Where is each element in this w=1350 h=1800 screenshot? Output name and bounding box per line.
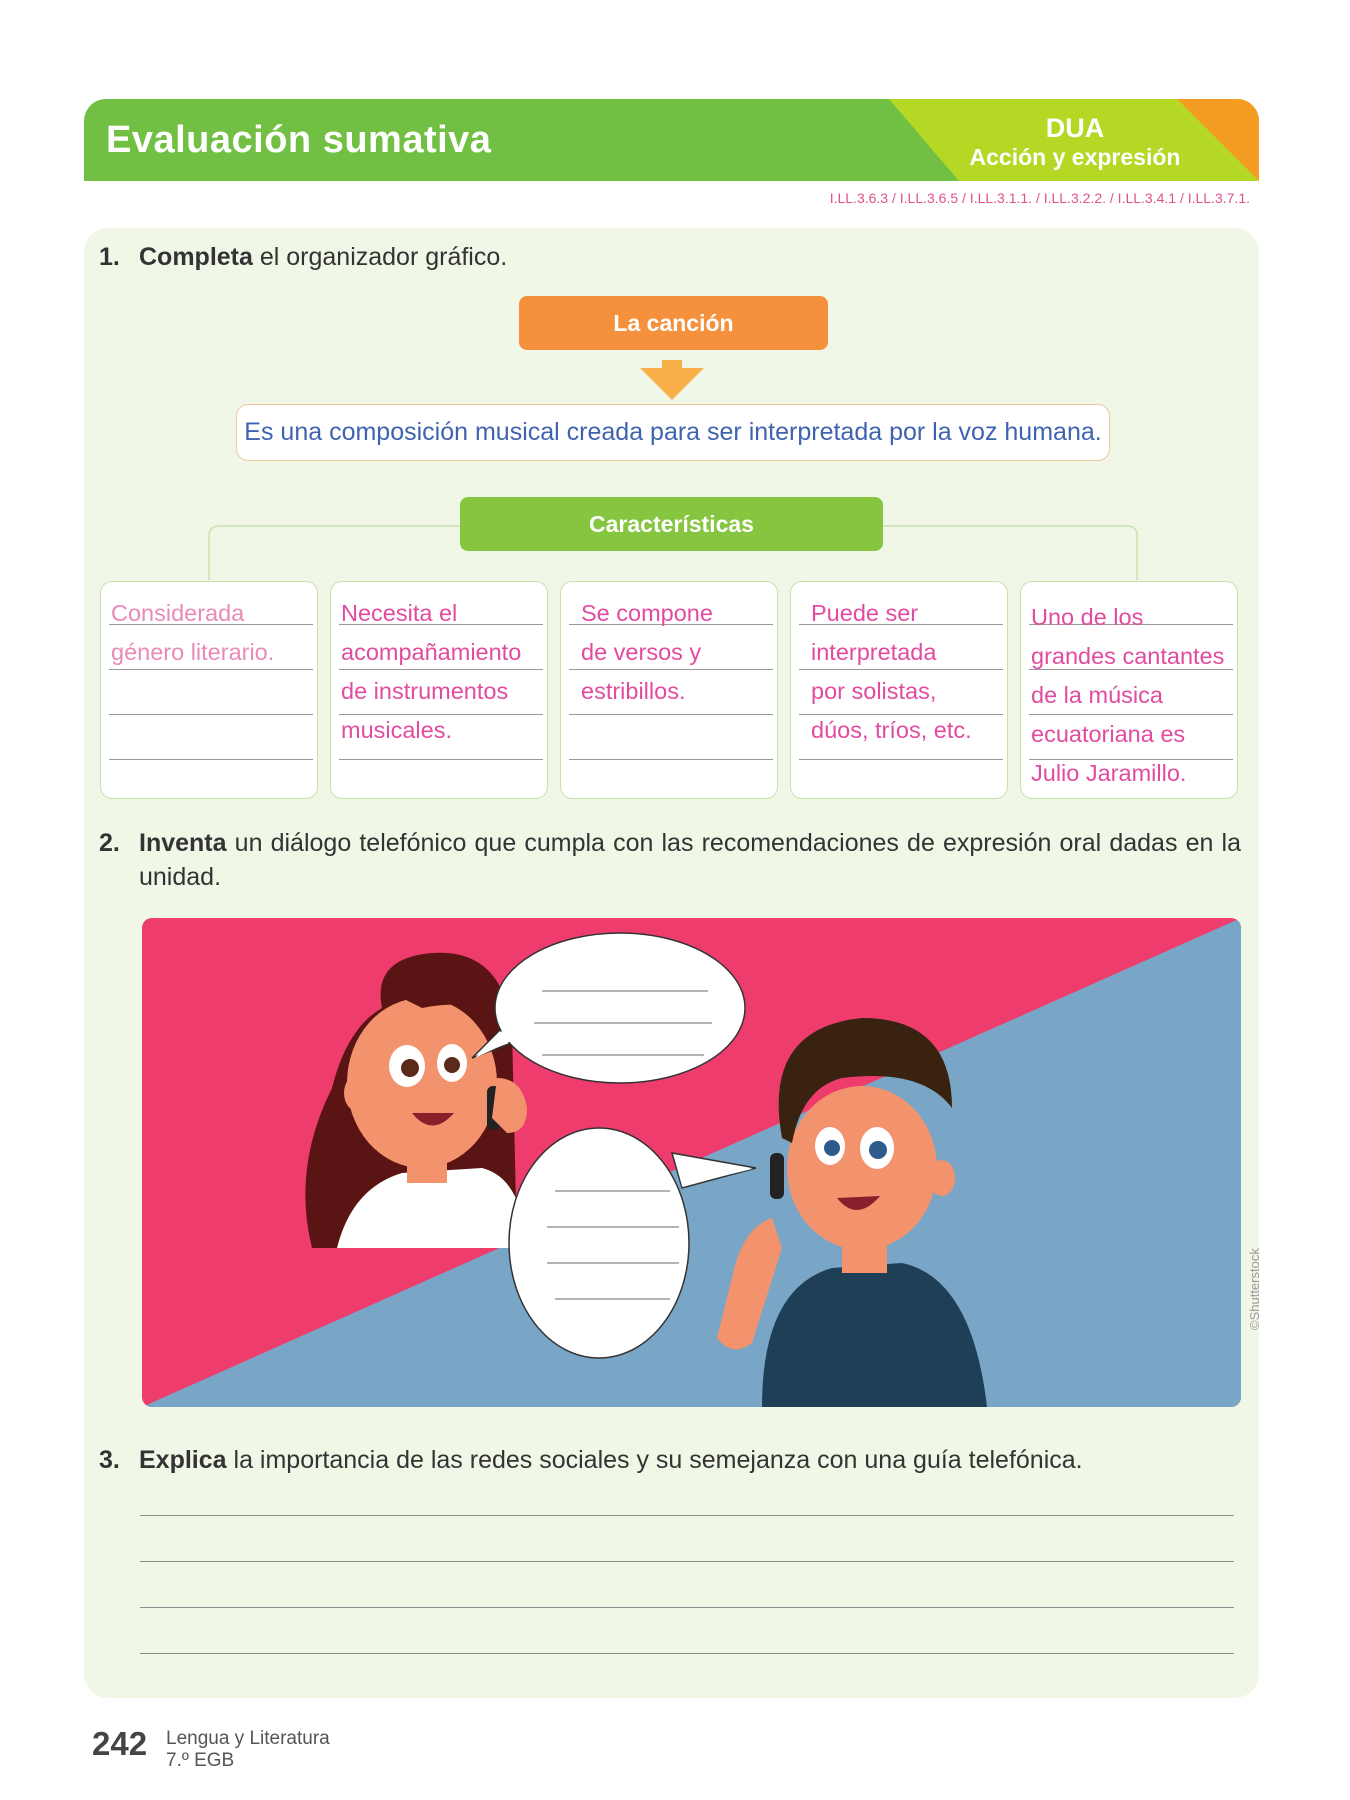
question-1-text xyxy=(139,240,507,274)
question-2-rest: un diálogo telefónico que cumpla con las recomendaciones de expresión oral dadas en la unidad. xyxy=(139,829,1241,891)
phone-dialogue-illustration xyxy=(142,918,1241,1407)
question-1-number: 1. xyxy=(99,243,120,271)
characteristic-text-1: Considerada género literario. xyxy=(111,600,275,665)
characteristic-card-2 xyxy=(330,581,548,799)
answer-line[interactable] xyxy=(140,1653,1234,1654)
skill-codes: I.LL.3.6.3 / I.LL.3.6.5 / I.LL.3.1.1. / I.LL.3.2.2. / I.LL.3.4.1 / I.LL.3.7.1. xyxy=(829,190,1250,206)
organizer-title-box: La canción xyxy=(519,296,828,350)
characteristic-card-5 xyxy=(1020,581,1238,799)
answer-line[interactable] xyxy=(140,1561,1234,1562)
question-3-number: 3. xyxy=(99,1446,120,1474)
dua-title: DUA xyxy=(1045,113,1105,143)
characteristic-card-3 xyxy=(560,581,778,799)
question-3-rest: la importancia de las redes sociales y su semejanza con una guía telefónica. xyxy=(226,1446,1083,1474)
answer-line[interactable] xyxy=(140,1607,1234,1608)
characteristic-text-4: Puede ser interpretada por solistas, dúos, tríos, etc. xyxy=(811,600,972,743)
question-2-text xyxy=(139,826,1241,894)
question-1-verb: Completa xyxy=(139,243,253,271)
image-credit: ©Shutterstock xyxy=(1247,1248,1262,1330)
question-3-verb: Explica xyxy=(139,1446,227,1474)
page-title: Evaluación sumativa xyxy=(106,119,492,161)
page-number: 242 xyxy=(92,1725,148,1762)
footer-subject: Lengua y Literatura xyxy=(166,1728,330,1749)
dua-subtitle: Acción y expresión xyxy=(969,144,1181,170)
arrow-down-icon xyxy=(640,360,704,400)
characteristic-card-1 xyxy=(100,581,318,799)
characteristic-text-5: Uno de los grandes cantantes de la música ecuatoriana es Julio Jaramillo. xyxy=(1031,604,1225,786)
definition-box: Es una composición musical creada para ser interpretada por la voz humana. xyxy=(236,404,1110,461)
characteristic-text-3: Se compone de versos y estribillos. xyxy=(581,600,713,704)
answer-line[interactable] xyxy=(140,1515,1234,1516)
question-2-number: 2. xyxy=(99,829,120,857)
characteristic-card-4 xyxy=(790,581,1008,799)
characteristic-text-2: Necesita el acompañamiento de instrumentos musicales. xyxy=(341,600,522,743)
question-3-text xyxy=(139,1443,1083,1477)
question-2-verb: Inventa xyxy=(139,829,227,857)
footer-grade: 7.º EGB xyxy=(166,1750,235,1771)
question-1-rest: el organizador gráfico. xyxy=(252,243,508,271)
characteristics-title-box: Características xyxy=(460,497,883,551)
